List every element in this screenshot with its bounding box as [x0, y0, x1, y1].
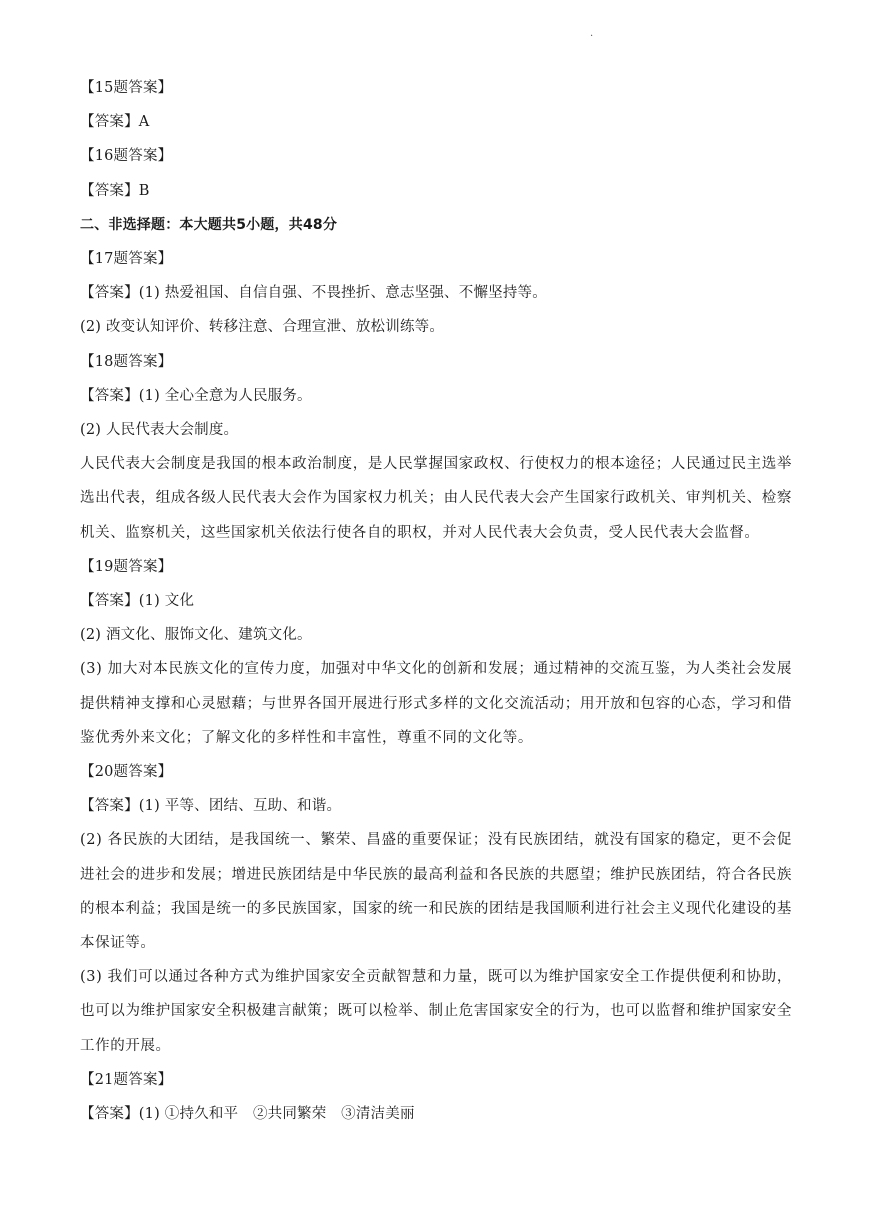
q15-heading: 【15题答案】 — [80, 80, 173, 96]
q19-answer-2: (2) 酒文化、服饰文化、建筑文化。 — [80, 627, 312, 644]
q15-answer: 【答案】A — [80, 114, 150, 131]
q19-answer-1: 【答案】(1) 文化 — [80, 593, 195, 610]
q18-answer-2: (2) 人民代表大会制度。 — [80, 422, 239, 439]
q17-answer-1: 【答案】(1) 热爱祖国、自信自强、不畏挫折、意志坚强、不懈坚持等。 — [80, 285, 547, 302]
q20-answer-2: (2) 各民族的大团结，是我国统一、繁荣、昌盛的重要保证；没有民族团结，就没有国家的稳定，更不会促进社会的进步和发展；增进民族团结是中华民族的最高利益和各民族的共愿望；维护民族团结，符合各民族的根本利益；我国是统一的多民族国家，国家的统一和民族的团结是我国顺利进行社会主义现代化建设的基本保证等。 — [80, 832, 792, 952]
q17-answer-2: (2) 改变认知评价、转移注意、合理宣泄、放松训练等。 — [80, 319, 445, 336]
q19-answer-3: (3) 加大对本民族文化的宣传力度，加强对中华文化的创新和发展；通过精神的交流互鉴，为人类社会发展提供精神支撑和心灵慰藉；与世界各国开展进行形式多样的文化交流活动；用开放和包容的心态，学习和借鉴优秀外来文化；了解文化的多样性和丰富性，尊重不同的文化等。 — [80, 661, 792, 746]
q17-heading: 【17题答案】 — [80, 251, 173, 268]
q21-heading: 【21题答案】 — [80, 1071, 173, 1088]
header-dot: . — [590, 28, 594, 39]
q18-heading: 【18题答案】 — [80, 353, 173, 370]
q16-answer: 【答案】B — [80, 182, 150, 199]
answer-content — [80, 71, 792, 1131]
q16-heading: 【16题答案】 — [80, 148, 173, 165]
q20-answer-3: (3) 我们可以通过各种方式为维护国家安全贡献智慧和力量，既可以为维护国家安全工作提供便利和协助，也可以为维护国家安全积极建言献策；既可以检举、制止危害国家安全的行为，也可以监督和维护国家安全工作的开展。 — [80, 969, 792, 1054]
q18-answer-1: 【答案】(1) 全心全意为人民服务。 — [80, 387, 312, 404]
q19-heading: 【19题答案】 — [80, 558, 173, 575]
section-heading: 二、非选择题：本大题共5小题，共48分 — [80, 216, 338, 233]
q18-explanation: 人民代表大会制度是我国的根本政治制度，是人民掌握国家政权、行使权力的根本途径；人民通过民主选举选出代表，组成各级人民代表大会作为国家权力机关；由人民代表大会产生国家行政机关、审判机关、检察机关、监察机关，这些国家机关依法行使各自的职权，并对人民代表大会负责，受人民代表大会监督。 — [80, 456, 792, 541]
q21-answer-1: 【答案】(1) ①持久和平 ②共同繁荣 ③清洁美丽 — [80, 1106, 415, 1123]
q20-heading: 【20题答案】 — [80, 764, 173, 781]
q20-answer-1: 【答案】(1) 平等、团结、互助、和谐。 — [80, 798, 342, 815]
